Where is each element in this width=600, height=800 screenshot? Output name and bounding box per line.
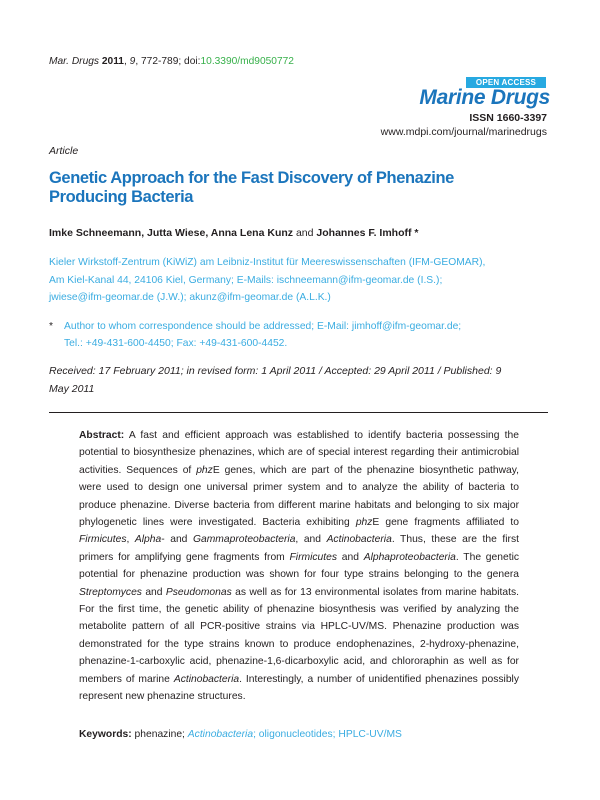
- abstract-text: . Interestingly, a number of unidentified phenazines possibly represent new phenazine structures.: [79, 673, 519, 703]
- corresponding-mark: *: [414, 227, 419, 239]
- corresponding-author-note: [49, 318, 559, 352]
- keyword-link[interactable]: HPLC-UV/MS: [338, 729, 402, 740]
- abstract-text: and: [337, 551, 364, 563]
- citation-volume: 9: [129, 56, 136, 67]
- citation-doi-label: doi:: [184, 56, 201, 67]
- abstract: [79, 427, 519, 706]
- open-access-badge: OPEN ACCESS: [466, 77, 546, 88]
- taxon-name: Firmicutes: [289, 551, 337, 563]
- abstract-text: - and: [161, 534, 193, 546]
- corresponding-phone-line: Tel.: +49-431-600-4450; Fax: +49-431-600-4452.: [64, 338, 288, 349]
- abstract-text: and: [141, 586, 166, 598]
- author-name: Imke Schneemann: [49, 227, 142, 239]
- affiliation: [49, 254, 549, 307]
- affiliation-line: Kieler Wirkstoff-Zentrum (KiWiZ) am Leibniz-Institut für Meereswissenschaften (IFM-GEOMAR),: [49, 257, 486, 268]
- keyword: phenazine;: [134, 729, 185, 740]
- taxon-name: Firmicutes: [79, 534, 127, 546]
- abstract-label: Abstract:: [79, 430, 125, 441]
- article-type: Article: [49, 145, 79, 157]
- abstract-text: E genes, which are part of the phenazine biosynthetic pathway, were used to design one universal primer system and to analyze the ability of bacteria to produce phenazine. Diverse bacteria from different marine habitats and belonging to six major phylogenetic lines were investigated. Bacteria exhibiting: [79, 464, 519, 529]
- abstract-text: as well as for 13 environmental isolates from marine habitats. For the first time, the genetic ability of phenazine biosynthesis was verified by analyzing the metabolite pattern of all PCR-positive strains via HPLC-UV/MS. Phenazine production was demonstrated for the type strains known to produce endophenazines, 2-hydroxy-phenazine, phenazine-1-carboxylic acid, phenazine-1,6-dicarboxylic acid, and chlororaphin as well as for members of marine: [79, 586, 520, 685]
- issn: ISSN 1660-3397: [469, 112, 547, 124]
- abstract-text: . The genetic potential for phenazine production was shown for four type strains belonging to the genera: [79, 551, 520, 581]
- author-name: Jutta Wiese: [147, 227, 206, 239]
- citation-year: 2011: [101, 56, 124, 67]
- author-conjunction: and: [295, 227, 314, 239]
- affiliation-line: Am Kiel-Kanal 44, 24106 Kiel, Germany; E-Mails: ischneemann@ifm-geomar.de (I.S.);: [49, 274, 443, 286]
- doi-link[interactable]: 10.3390/md9050772: [200, 56, 294, 67]
- abstract-text: . Thus, these are the first primers for amplifying gene fragments from: [79, 534, 519, 563]
- article-title: Genetic Approach for the Fast Discovery of Phenazine Producing Bacteria: [49, 169, 454, 206]
- taxon-name: Alpha: [134, 534, 162, 546]
- affiliation-line: jwiese@ifm-geomar.de (J.W.); akunz@ifm-geomar.de (A.L.K.): [49, 292, 331, 303]
- publication-dates: Received: 17 February 2011; in revised form: 1 April 2011 / Accepted: 29 April 2011 / Published: 9 May 2011: [49, 365, 502, 395]
- citation-pages: 772-789: [140, 56, 179, 67]
- gene-name: phz: [196, 464, 213, 476]
- footnote-star: *: [49, 321, 54, 332]
- journal-logo: Marine Drugs: [419, 86, 550, 109]
- keywords-label: Keywords:: [79, 729, 132, 740]
- citation-line: Mar. Drugs 2011, 9, 772-789; doi:10.3390/md9050772: [49, 56, 294, 67]
- gene-name: phz: [355, 517, 373, 529]
- taxon-name: Alphaproteobacteria: [363, 551, 456, 563]
- taxon-name: Actinobacteria: [326, 534, 392, 546]
- author-name: Johannes F. Imhoff: [316, 227, 412, 239]
- taxon-name: Streptomyces: [79, 586, 142, 598]
- corresponding-email-line: Author to whom correspondence should be addressed; E-Mail: jimhoff@ifm-geomar.de;: [64, 321, 462, 332]
- section-divider: [49, 412, 548, 413]
- abstract-text: , and: [295, 534, 327, 546]
- keywords: [79, 729, 402, 740]
- abstract-text: E gene fragments affiliated to: [372, 517, 519, 529]
- keyword-separator: ;: [253, 729, 259, 740]
- citation-journal: Mar. Drugs: [49, 56, 100, 67]
- author-list: Imke Schneemann, Jutta Wiese, Anna Lena Kunz and Johannes F. Imhoff *: [49, 227, 419, 239]
- abstract-text: ,: [126, 534, 135, 546]
- journal-website[interactable]: www.mdpi.com/journal/marinedrugs: [380, 126, 547, 138]
- taxon-name: Pseudomonas: [165, 586, 232, 598]
- keyword-link[interactable]: Actinobacteria: [187, 729, 254, 740]
- taxon-name: Gammaproteobacteria: [192, 534, 296, 546]
- keyword-separator: ;: [332, 729, 339, 740]
- author-name: Anna Lena Kunz: [210, 227, 294, 239]
- keyword-link[interactable]: oligonucleotides: [258, 729, 333, 740]
- abstract-text: A fast and efficient approach was established to identify bacteria possessing the potential to biosynthesize phenazines, which are of special interest regarding their antimicrobial activities. Sequences of: [79, 430, 519, 476]
- taxon-name: Actinobacteria: [173, 673, 240, 685]
